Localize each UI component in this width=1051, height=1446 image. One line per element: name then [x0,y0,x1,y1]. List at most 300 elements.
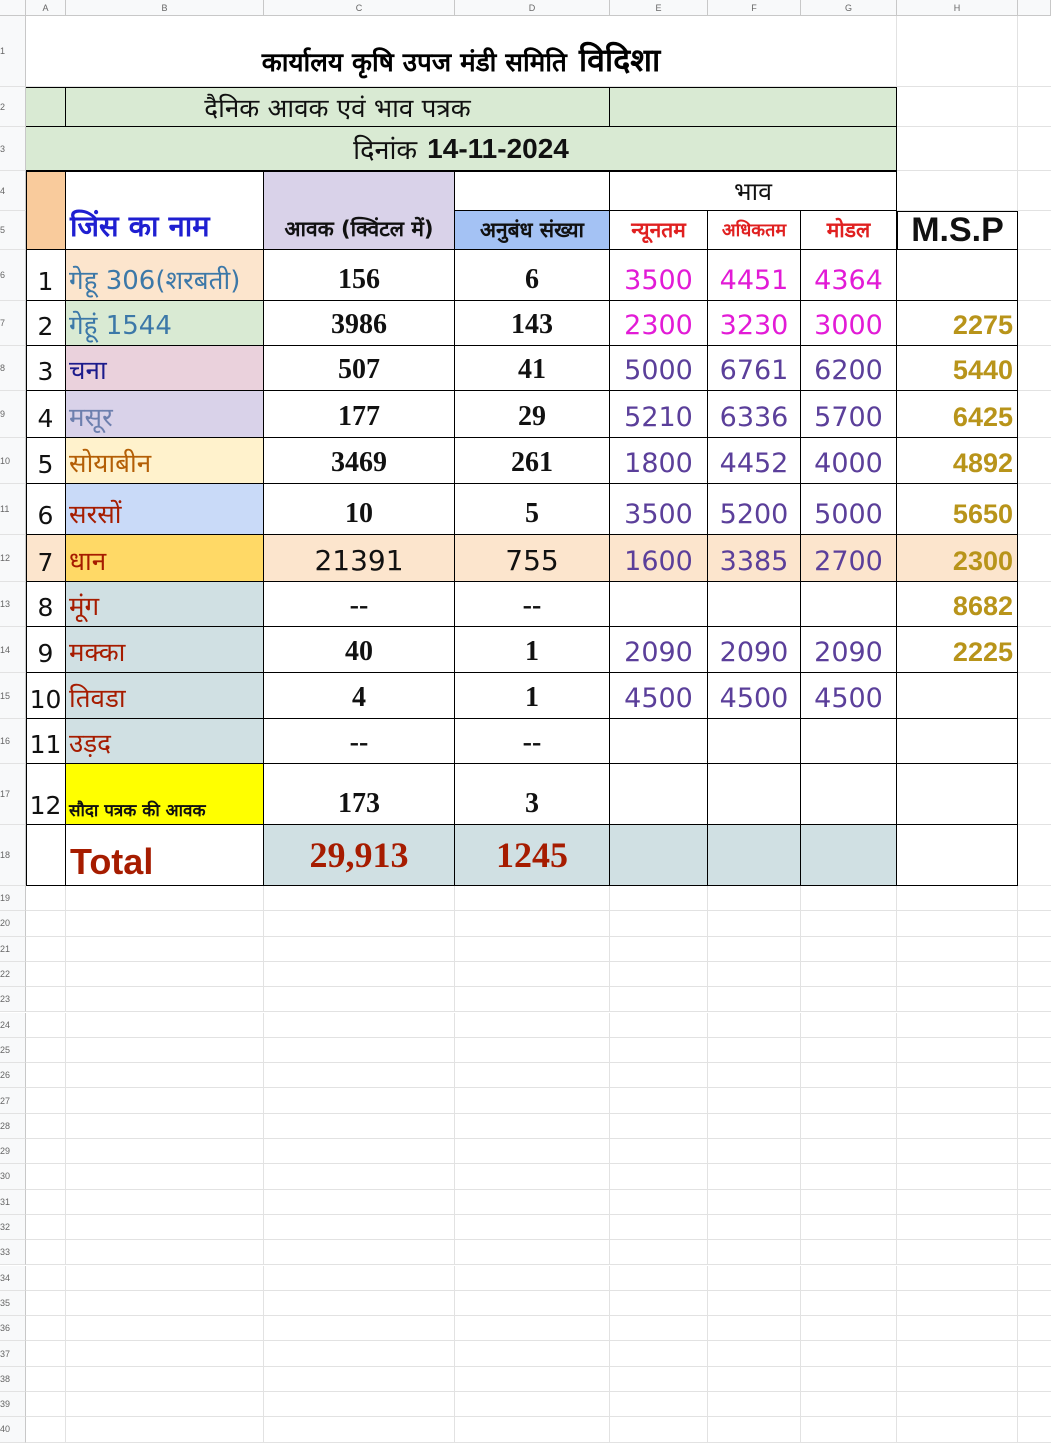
grid-cell[interactable] [708,1215,801,1240]
grid-cell[interactable] [66,1215,264,1240]
grid-cell[interactable] [264,1266,455,1291]
arrival-value[interactable]: 173 [264,764,455,825]
grid-cell[interactable] [610,1417,708,1442]
row-header[interactable]: 28 [0,1114,26,1139]
row-header[interactable]: 11 [0,484,26,535]
serial-number[interactable]: 7 [26,535,66,582]
grid-cell[interactable] [66,1341,264,1366]
date-row[interactable] [26,127,897,171]
grid-cell[interactable] [264,911,455,936]
grid-cell[interactable] [897,1291,1018,1316]
grid-cell[interactable] [26,1088,66,1113]
grid-cell[interactable] [708,1240,801,1265]
min-price[interactable]: 5000 [610,346,708,391]
grid-cell[interactable] [26,1164,66,1189]
grid-cell[interactable] [708,1164,801,1189]
grid-cell[interactable] [801,1063,897,1088]
row-header[interactable]: 32 [0,1215,26,1240]
grid-cell[interactable] [26,1215,66,1240]
min-price[interactable]: 1600 [610,535,708,582]
arrival-value[interactable]: 156 [264,250,455,301]
grid-cell[interactable] [1018,627,1051,673]
grid-cell[interactable] [1018,1417,1051,1442]
grid-cell[interactable] [66,886,264,911]
grid-cell[interactable] [708,987,801,1012]
column-header-a[interactable]: A [26,0,66,16]
grid-cell[interactable] [1018,87,1051,127]
row-header[interactable]: 3 [0,127,26,171]
serial-number[interactable]: 10 [26,673,66,719]
grid-cell[interactable] [66,937,264,962]
commodity-name[interactable]: सरसों [66,484,264,535]
grid-cell[interactable] [1018,1063,1051,1088]
min-price[interactable] [610,582,708,627]
grid-cell[interactable] [1018,962,1051,987]
grid-cell[interactable] [610,886,708,911]
arrival-value[interactable]: 21391 [264,535,455,582]
grid-cell[interactable] [801,1341,897,1366]
commodity-header[interactable]: जिंस का नाम [66,171,264,250]
grid-cell[interactable] [455,1417,610,1442]
serial-number[interactable]: 12 [26,764,66,825]
grid-cell[interactable] [264,987,455,1012]
contract-count-value[interactable]: 1 [455,673,610,719]
row-header[interactable]: 36 [0,1316,26,1341]
grid-cell[interactable] [66,1139,264,1164]
grid-cell[interactable] [897,1190,1018,1215]
row-header[interactable]: 19 [0,886,26,911]
arrival-value[interactable]: -- [264,582,455,627]
grid-cell[interactable] [264,1088,455,1113]
grid-cell[interactable] [66,1392,264,1417]
grid-cell[interactable] [897,1240,1018,1265]
row-header[interactable]: 13 [0,582,26,627]
row-header[interactable]: 20 [0,911,26,936]
max-price[interactable]: 4500 [708,673,801,719]
row-header[interactable]: 2 [0,87,26,127]
grid-cell[interactable] [610,1190,708,1215]
grid-cell[interactable] [897,1392,1018,1417]
arrival-value[interactable]: 3469 [264,438,455,484]
grid-cell[interactable] [610,1088,708,1113]
arrival-value[interactable]: 10 [264,484,455,535]
contract-count-value[interactable]: 6 [455,250,610,301]
grid-cell[interactable] [610,1240,708,1265]
msp-header[interactable]: M.S.P [897,211,1018,250]
serial-number[interactable]: 3 [26,346,66,391]
grid-cell[interactable] [801,987,897,1012]
grid-cell[interactable] [1018,1215,1051,1240]
grid-cell[interactable] [1018,1139,1051,1164]
row-header[interactable]: 18 [0,825,26,886]
grid-cell[interactable] [455,1341,610,1366]
modal-price[interactable]: 2090 [801,627,897,673]
msp-value[interactable]: 4892 [897,438,1018,484]
contract-count-value[interactable]: 3 [455,764,610,825]
grid-cell[interactable] [708,911,801,936]
grid-cell[interactable] [66,987,264,1012]
grid-cell[interactable] [1018,16,1051,87]
column-header-h[interactable]: H [897,0,1018,16]
grid-cell[interactable] [1018,1190,1051,1215]
grid-cell[interactable] [1018,987,1051,1012]
commodity-name[interactable]: गेहू 306(शरबती) [66,250,264,301]
grid-cell[interactable] [801,1215,897,1240]
grid-cell[interactable] [1018,346,1051,391]
max-price[interactable]: 5200 [708,484,801,535]
grid-cell[interactable] [610,1291,708,1316]
max-header[interactable]: अधिकतम [708,211,801,250]
grid-cell[interactable] [264,1063,455,1088]
grid-cell[interactable] [1018,1088,1051,1113]
grid-cell[interactable] [66,1291,264,1316]
row-header[interactable]: 7 [0,301,26,346]
row-header[interactable]: 1 [0,16,26,87]
grid-cell[interactable] [897,1266,1018,1291]
grid-cell[interactable] [610,962,708,987]
grid-cell[interactable] [455,1215,610,1240]
modal-price[interactable]: 5700 [801,391,897,438]
modal-price[interactable] [801,582,897,627]
row-header[interactable]: 40 [0,1417,26,1442]
grid-cell[interactable] [1018,391,1051,438]
grid-cell[interactable] [455,1240,610,1265]
grid-cell[interactable] [264,937,455,962]
grid-cell[interactable] [26,1367,66,1392]
msp-value[interactable]: 5440 [897,346,1018,391]
grid-cell[interactable] [897,937,1018,962]
grid-cell[interactable] [264,1240,455,1265]
grid-cell[interactable] [455,1139,610,1164]
grid-cell[interactable] [708,1063,801,1088]
grid-cell[interactable] [801,1392,897,1417]
grid-cell[interactable] [264,1316,455,1341]
grid-cell[interactable] [1018,301,1051,346]
modal-price[interactable]: 6200 [801,346,897,391]
grid-cell[interactable] [708,1316,801,1341]
modal-price[interactable]: 2700 [801,535,897,582]
serial-number[interactable]: 4 [26,391,66,438]
grid-cell[interactable] [610,1063,708,1088]
grid-cell[interactable] [801,886,897,911]
grid-cell[interactable] [708,1417,801,1442]
grid-cell[interactable] [801,911,897,936]
min-price[interactable]: 4500 [610,673,708,719]
min-price[interactable]: 3500 [610,250,708,301]
grid-cell[interactable] [66,1013,264,1038]
modal-price[interactable]: 4500 [801,673,897,719]
grid-cell[interactable] [801,962,897,987]
grid-cell[interactable] [66,1088,264,1113]
commodity-name[interactable]: चना [66,346,264,391]
grid-cell[interactable] [26,1038,66,1063]
grid-cell[interactable] [610,987,708,1012]
serial-number[interactable]: 6 [26,484,66,535]
serial-number[interactable]: 8 [26,582,66,627]
grid-cell[interactable] [455,1392,610,1417]
bhav-header[interactable]: भाव [610,171,897,211]
grid-cell[interactable] [801,1164,897,1189]
grid-cell[interactable] [1018,1266,1051,1291]
grid-cell[interactable] [1018,1291,1051,1316]
grid-cell[interactable] [264,1215,455,1240]
blank-cell[interactable] [610,825,708,886]
total-contracts[interactable]: 1245 [455,825,610,886]
grid-cell[interactable] [66,1240,264,1265]
grid-cell[interactable] [897,911,1018,936]
grid-cell[interactable] [610,1316,708,1341]
grid-cell[interactable] [455,1038,610,1063]
commodity-name[interactable]: तिवडा [66,673,264,719]
grid-cell[interactable] [1018,719,1051,764]
msp-value[interactable] [897,673,1018,719]
grid-cell[interactable] [897,171,1018,211]
row-header[interactable]: 25 [0,1038,26,1063]
max-price[interactable]: 2090 [708,627,801,673]
contract-count-header[interactable]: अनुबंध संख्या [455,211,610,250]
sno-header[interactable] [26,171,66,250]
min-price[interactable] [610,719,708,764]
msp-value[interactable] [897,764,1018,825]
subtitle[interactable]: दैनिक आवक एवं भाव पत्रक [66,87,610,127]
grid-cell[interactable] [1018,1038,1051,1063]
arrival-value[interactable]: 4 [264,673,455,719]
grid-cell[interactable] [264,886,455,911]
grid-cell[interactable] [66,1316,264,1341]
grid-cell[interactable] [801,1190,897,1215]
commodity-name[interactable]: धान [66,535,264,582]
row-header[interactable]: 34 [0,1266,26,1291]
grid-cell[interactable] [26,911,66,936]
max-price[interactable] [708,582,801,627]
grid-cell[interactable] [897,127,1018,171]
grid-cell[interactable] [66,1038,264,1063]
max-price[interactable]: 4452 [708,438,801,484]
grid-cell[interactable] [26,987,66,1012]
grid-cell[interactable] [708,1341,801,1366]
grid-cell[interactable] [708,1088,801,1113]
grid-cell[interactable] [1018,911,1051,936]
grid-cell[interactable] [897,1063,1018,1088]
commodity-name[interactable]: उड़द [66,719,264,764]
arrival-value[interactable]: -- [264,719,455,764]
row-header[interactable]: 29 [0,1139,26,1164]
serial-number[interactable]: 5 [26,438,66,484]
grid-cell[interactable] [455,937,610,962]
min-price[interactable]: 5210 [610,391,708,438]
row-header[interactable]: 17 [0,764,26,825]
grid-cell[interactable] [66,1266,264,1291]
grid-cell[interactable] [455,1367,610,1392]
blank-cell[interactable] [897,825,1018,886]
contract-count-value[interactable]: 5 [455,484,610,535]
column-header-d[interactable]: D [455,0,610,16]
serial-number[interactable]: 9 [26,627,66,673]
contract-count-value[interactable]: 41 [455,346,610,391]
grid-cell[interactable] [801,1316,897,1341]
grid-cell[interactable] [66,1190,264,1215]
grid-cell[interactable] [66,1114,264,1139]
grid-cell[interactable] [610,1266,708,1291]
max-price[interactable] [708,719,801,764]
row-header[interactable]: 27 [0,1088,26,1113]
total-label[interactable]: Total [66,825,264,886]
grid-cell[interactable] [264,1139,455,1164]
grid-cell[interactable] [455,1266,610,1291]
msp-value[interactable]: 8682 [897,582,1018,627]
row-header[interactable]: 4 [0,171,26,211]
arrival-value[interactable]: 177 [264,391,455,438]
grid-cell[interactable] [897,1367,1018,1392]
grid-cell[interactable] [455,962,610,987]
grid-cell[interactable] [801,1240,897,1265]
modal-price[interactable] [801,719,897,764]
commodity-name[interactable]: मक्का [66,627,264,673]
grid-cell[interactable] [897,1013,1018,1038]
commodity-name[interactable]: सौदा पत्रक की आवक [66,764,264,825]
grid-cell[interactable] [1018,886,1051,911]
row-header[interactable]: 8 [0,346,26,391]
column-header-e[interactable]: E [610,0,708,16]
max-price[interactable]: 6761 [708,346,801,391]
max-price[interactable]: 4451 [708,250,801,301]
grid-cell[interactable] [264,1341,455,1366]
grid-cell[interactable] [610,937,708,962]
row-header[interactable]: 24 [0,1013,26,1038]
grid-cell[interactable] [264,1164,455,1189]
grid-cell[interactable] [264,1190,455,1215]
grid-cell[interactable] [897,1215,1018,1240]
column-header-g[interactable]: G [801,0,897,16]
grid-cell[interactable] [455,911,610,936]
grid-cell[interactable] [897,1114,1018,1139]
grid-cell[interactable] [455,886,610,911]
grid-cell[interactable] [1018,673,1051,719]
grid-cell[interactable] [708,886,801,911]
grid-cell[interactable] [264,1013,455,1038]
row-header[interactable]: 9 [0,391,26,438]
grid-cell[interactable] [897,1088,1018,1113]
grid-cell[interactable] [264,1417,455,1442]
grid-cell[interactable] [26,1392,66,1417]
grid-cell[interactable] [1018,250,1051,301]
modal-price[interactable] [801,764,897,825]
contract-count-value[interactable]: 143 [455,301,610,346]
grid-cell[interactable] [1018,535,1051,582]
grid-cell[interactable] [897,1139,1018,1164]
band-cell[interactable] [610,87,897,127]
band-cell[interactable] [26,87,66,127]
grid-cell[interactable] [708,1038,801,1063]
contract-count-value[interactable]: 29 [455,391,610,438]
row-header[interactable]: 12 [0,535,26,582]
arrival-header[interactable]: आवक (क्विंटल में) [264,171,455,250]
arrival-value[interactable]: 40 [264,627,455,673]
total-arrival[interactable]: 29,913 [264,825,455,886]
serial-number[interactable]: 11 [26,719,66,764]
grid-cell[interactable] [897,987,1018,1012]
grid-cell[interactable] [897,962,1018,987]
grid-cell[interactable] [26,962,66,987]
grid-cell[interactable] [455,1164,610,1189]
grid-cell[interactable] [264,1392,455,1417]
grid-cell[interactable] [801,937,897,962]
grid-cell[interactable] [455,1063,610,1088]
blank-cell[interactable] [708,825,801,886]
row-header[interactable]: 14 [0,627,26,673]
row-header[interactable]: 21 [0,937,26,962]
max-price[interactable]: 3230 [708,301,801,346]
grid-cell[interactable] [801,1266,897,1291]
contract-count-value[interactable]: 261 [455,438,610,484]
grid-cell[interactable] [897,1316,1018,1341]
grid-cell[interactable] [1018,171,1051,211]
grid-cell[interactable] [26,1190,66,1215]
modal-price[interactable]: 3000 [801,301,897,346]
grid-cell[interactable] [801,1038,897,1063]
modal-price[interactable]: 4000 [801,438,897,484]
grid-cell[interactable] [26,1417,66,1442]
min-header[interactable]: न्यूनतम [610,211,708,250]
grid-cell[interactable] [26,1291,66,1316]
grid-cell[interactable] [455,1190,610,1215]
serial-number[interactable]: 2 [26,301,66,346]
grid-cell[interactable] [610,1392,708,1417]
grid-cell[interactable] [1018,1341,1051,1366]
row-header[interactable]: 15 [0,673,26,719]
grid-cell[interactable] [66,911,264,936]
grid-cell[interactable] [1018,211,1051,250]
grid-cell[interactable] [708,1392,801,1417]
contract-count-value[interactable]: 755 [455,535,610,582]
msp-value[interactable] [897,250,1018,301]
grid-cell[interactable] [26,1341,66,1366]
grid-cell[interactable] [708,1367,801,1392]
modal-price[interactable]: 5000 [801,484,897,535]
row-header[interactable]: 6 [0,250,26,301]
row-header[interactable]: 23 [0,987,26,1012]
grid-cell[interactable] [26,1316,66,1341]
grid-cell[interactable] [26,1063,66,1088]
row-header[interactable]: 39 [0,1392,26,1417]
grid-cell[interactable] [26,1013,66,1038]
modal-header[interactable]: मोडल [801,211,897,250]
contract-count-value[interactable]: 1 [455,627,610,673]
grid-cell[interactable] [1018,1164,1051,1189]
min-price[interactable]: 2300 [610,301,708,346]
grid-cell[interactable] [610,1367,708,1392]
grid-cell[interactable] [26,886,66,911]
msp-value[interactable] [897,719,1018,764]
grid-cell[interactable] [1018,438,1051,484]
row-header[interactable]: 35 [0,1291,26,1316]
grid-cell[interactable] [610,1215,708,1240]
grid-cell[interactable] [708,1291,801,1316]
select-all-corner[interactable] [0,0,26,16]
modal-price[interactable]: 4364 [801,250,897,301]
row-header[interactable]: 30 [0,1164,26,1189]
grid-cell[interactable] [897,886,1018,911]
max-price[interactable]: 3385 [708,535,801,582]
max-price[interactable] [708,764,801,825]
grid-cell[interactable] [708,937,801,962]
grid-cell[interactable] [801,1291,897,1316]
grid-cell[interactable] [264,1114,455,1139]
grid-cell[interactable] [1018,1114,1051,1139]
grid-cell[interactable] [66,1417,264,1442]
grid-cell[interactable] [66,962,264,987]
blank-cell[interactable] [455,171,610,211]
